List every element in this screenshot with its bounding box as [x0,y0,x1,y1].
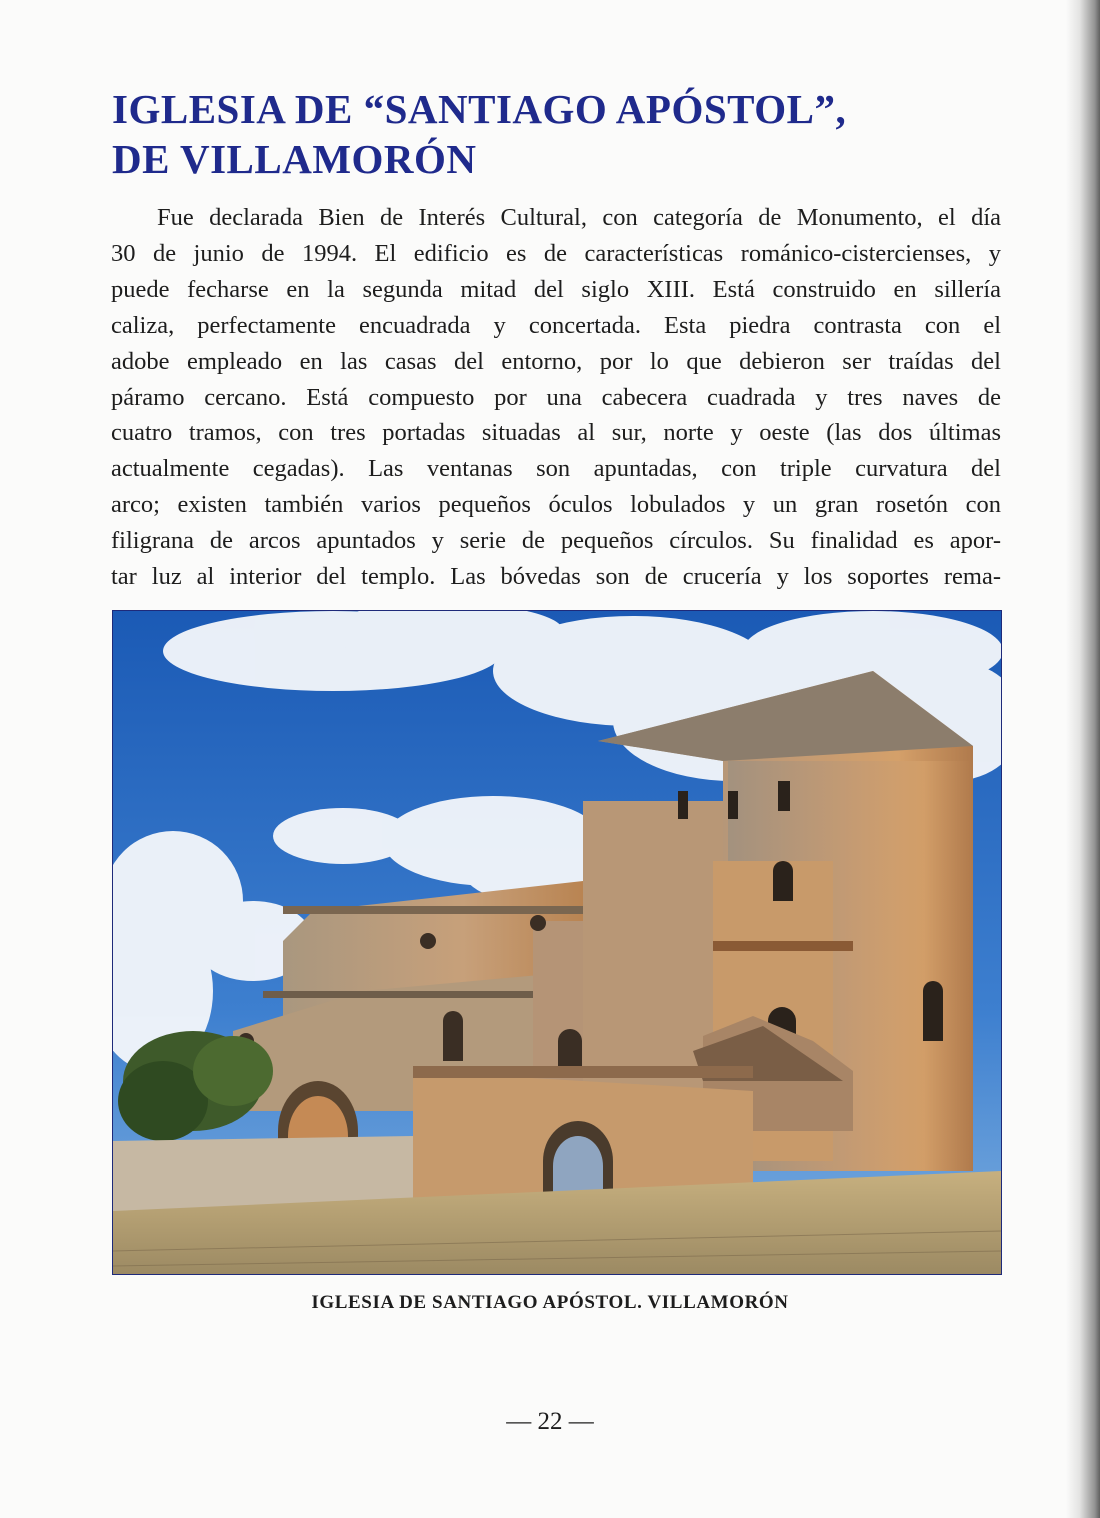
page-title [112,84,1012,184]
paragraph-line: Fue declarada Bien de Interés Cultural, con categoría de Monumento, el día [157,204,1001,231]
paragraph-line: filigrana de arcos apuntados y serie de pequeños círculos. Su finalidad es apor- [111,527,1001,555]
paragraph-line: arco; existen también varios pequeños óculos lobulados y un gran rosetón con [111,491,1001,519]
page-binding-shadow [1066,0,1100,1518]
paragraph-line: actualmente cegadas). Las ventanas son apuntadas, con triple curvatura del [111,455,1001,483]
paragraph-line: 30 de junio de 1994. El edificio es de características románico-cistercienses, y [111,239,1001,267]
title-line-1: IGLESIA DE “SANTIAGO APÓSTOL”, [112,86,847,132]
paragraph-line: caliza, perfectamente encuadrada y concertada. Esta piedra contrasta con el [111,311,1001,339]
paragraph-line: páramo cercano. Está compuesto por una cabecera cuadrada y tres naves de [111,383,1001,411]
photo-caption: IGLESIA DE SANTIAGO APÓSTOL. VILLAMORÓN [311,1292,789,1313]
church-photo [112,610,1002,1275]
title-line-2: DE VILLAMORÓN [112,136,477,182]
page-number: — 22 — [506,1408,594,1435]
church-illustration [113,611,1001,1274]
paragraph-line: tar luz al interior del templo. Las bóvedas son de crucería y los soportes rema- [111,563,1001,591]
paragraph-line: cuatro tramos, con tres portadas situadas al sur, norte y oeste (las dos últimas [111,419,1001,447]
paragraph-line: puede fecharse en la segunda mitad del siglo XIII. Está construido en sillería [111,275,1001,303]
paragraph-line: adobe empleado en las casas del entorno, por lo que debieron ser traídas del [111,347,1001,375]
body-paragraph [111,200,1001,595]
